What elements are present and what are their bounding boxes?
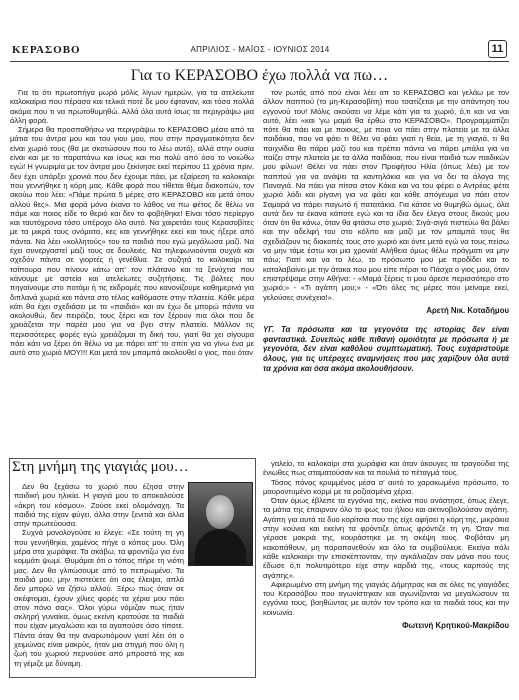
memorial-paragraph: Τόσος πόνος κρυμμένος μέσα σ' αυτό το χαρακωμένο πρόσωπο, το μαυροντυμένο κορμί με τα ροζιασμένα χέρια. bbox=[263, 477, 509, 496]
article-author: Αρετή Νικ. Κοταδήμου bbox=[426, 305, 509, 315]
magazine-logo: ΚΕΡΑΣΟΒΟ bbox=[12, 44, 81, 56]
article-postscript: ΥΓ. Τα πρόσωπα και τα γεγονότα της ιστορίας δεν είναι φανταστικά. Συνεπώς κάθε πιθανή ομοιότητα με πρόσωπα ή με γεγονότα, δεν είναι καθόλου συμπτωματική. Τους ευχαριστούμε όλους, για τις υπέροχες αναμνήσεις που μας χαρίζουν όλα αυτά τα χρόνια και όσα ακόμα ακολουθήσουν. bbox=[263, 325, 509, 373]
article-right-column bbox=[263, 88, 509, 373]
memorial-title: Στη μνήμη της γιαγιάς μου… bbox=[12, 459, 189, 475]
memorial-right-column bbox=[263, 459, 509, 630]
page-header bbox=[10, 40, 509, 62]
article-left-column bbox=[10, 88, 254, 358]
photo-face bbox=[206, 495, 234, 529]
photo-shoulders bbox=[195, 529, 246, 565]
article-paragraph: Για το ότι πρωτοπήγα μωρό μόλις λίγων ημερών, για τα ατελείωτα καλοκαίρια που πέρασα και τελικά ποτέ δε μου έφταναν, και τόσα πολλά ακόμα που τι να πρωτοθυμηθώ. Αλλά όλα αυτά ίσως τα περιγράψω μια άλλη φορά. bbox=[10, 88, 254, 125]
grandmother-photo bbox=[188, 482, 253, 566]
article-paragraph: Σήμερα θα προσπαθήσω να περιγράψω το ΚΕΡΑΣΟΒΟ μέσα από τα μάτια του άντρα μου και του γιου μου, που στην πραγματικότητα δεν είναι χωριό τους (θα με σκοτώσουν που το λέω αυτό), αλλά στην ουσία είναι και με το παραπάνω και ίσως και πιο πολύ από όσο το νοιώθω εγώ! Η γνωριμία με τον άντρα μου ξεκίνησε εκεί περίπου 11 χρόνια πριν, δεν έχει υπάρξει χρονιά που δεν έχουμε πάει, με εξαίρεση το καλοκαίρι που γεννήθηκε η κόρη μας. Κάθε φορά που τίθεται θέμα διακοπών, τον ακούω που λέει: «Πάμε πρώτα 5 μέρες στο ΚΕΡΑΣΟΒΟ και μετά όπου αλλού θες». Μια φορά μόνο έκανα το λάθος να πω φέτος δε θέλω να πάμε και ποιος είδε το θεριό και δεν το φοβήθηκε! Είναι τόσο περίεργο και ταυτόχρονα τόσο υπέροχο όλο αυτό. Να χαιρετάει τους Κερασοβίτες με τα μικρά τους ονόματα, κες και γεννήθηκε εκεί και τους ήξερε από πάντα. Να λέει «κολλητούς» του τα παιδιά που εγώ μεγάλωσα μαζί. Να έχει συνεργαστεί μαζί τους σε δουλειές. Να τηλεφωνιούνται συχνά και σχεδόν πάντα σε γιορτές ή γενέθλια. Σε συζητά το καλοκαίρι τα τσίπουρα που πίνουν κάτω απ' τον πλάτανο και τα ξενύχτια που κάνουμε με αστεία και ατελείωτες συζητήσεις. Τις βόλτες που πηγαίνουμε στο ποτάμι ή τις εκδρομές που κανονίζουμε καθημερινά για διπλανά χωριά και πάντα στο τέλος καθόμαστε στην πλατεία. Κάθε μέρα κάτι θα έχει σχεδιάσει με τα «παιδιά» και αν έχω δε μπορώ πάντα να ακολουθώ, δεν πειράζει, τους ξέρει και τον ξέρουν πια όλοι που δε χρειάζεται την παρέα μου για να βγει στην πλατεία. Μάλλον τις περισσότερες φορές εγώ χρειάζομαι τη δική του, γιατί θα χει σίγουρα πάει κάτι να ξέρει ότι θέλω να με πάρει απ' το σπίτι για να γίνω ένα με αυτό στο χωριό ΜΟΥ!!! Και μετά τον μπαμπά ακολουθεί ο γιος, που όταν bbox=[10, 125, 254, 358]
memorial-left-column bbox=[14, 482, 184, 668]
header-rule bbox=[10, 61, 509, 62]
memorial-paragraph: γαλείο, το καλοκαίρι στα χωράφια και όταν άκουγες τα τραγούδια της ένιωθες πως σταματούσαν και τα πουλιά το πέταγμά τους. bbox=[263, 459, 509, 478]
issue-date: ΑΠΡΙΛΙΟΣ - ΜΑΪΟΣ - ΙΟΥΝΙΟΣ 2014 bbox=[190, 45, 330, 54]
memorial-paragraph: Αφιερωμένο στη μνήμη της γιαγιάς Δήμητρας και σε όλες τις γιαγιάδες του Κερασόβου που αγωνίστηκαν και αγωνίζονται να μεγαλώσουν τα εγγόνια τους, βοηθώντας με αυτόν τον τρόπο και τα παιδιά τους και την κοινωνία. bbox=[263, 579, 509, 617]
memorial-paragraph: Όταν όμως έβλεπε τα εγγόνια της, εκείνα που ανάστησε, όπως έλεγε, τα μάτια της έπαιρναν όλο το φως του ήλιου και ακτινοβολούσαν αγάπη. Αγάπη για αυτά τα δυο κορίτσια που της είχε αφήσει η κόρη της, μικράκια στην κούνια και εκείνη τα φρόντιζε όπως φρόντιζε τη γη. Όταν πια γέρασε μακριά της, κουράστηκε με τη σκέψη τους. Φοβόταν μη κακοπάθουν, μη παραπονεθούν και όλο τα συμβούλευε. Εκείνα πάλι κάθε καλοκαίρι την επισκέπτονταν, την αγκάλιαζαν σαν μάνα που τους έδωσε ό,τι πολυτιμότερο είχε στην καρδιά της, «τους καρπούς της αγάπης». bbox=[263, 496, 509, 580]
memorial-paragraph: Συχνά μονολογούσε κι έλεγε: «Σε τούτη τη γη που γεννήθηκα, χαμένος πήγε ο κόπος μου. Όλη μέρα στα χωράφια. Τα σκάβω, τα φροντίζω για ένα κομμάτι ψωμί. Θυμάμαι ότι ο τόπος πήρε τη νιότη μας. Δεν θα γλιτώσουμε από το πεπρωμένο. Τα παιδιά μου, μην πιστεύετε ότι σας έλειψα, απλά δεν μπορώ να ζήσω αλλού. Ξέρω πως όταν σε σκέφτομαι, έχουν χίλιες φορές τα χέρια μου πάει στον πόνο σας». Όλοι γύρω νόμιζαν πως ήταν σκληρή γυναίκα, όμως εκείνη κρατούσε τα παιδιά που είχαν μεγαλώσει και τα αγαπούσε όσο τίποτε. Πάντα όταν θα την αναρωτιόμουν γιατί λέει ότι ο χειμώνας είναι μακρύς, ήταν μια στιγμή που όλη η ζωή του χωριού περνούσε από μπροστά της και τη γέμιζε με δύναμη. bbox=[14, 528, 184, 668]
article-title: Για το ΚΕΡΑΣΟΒΟ έχω πολλά να πω… bbox=[130, 67, 389, 84]
page-number: 11 bbox=[488, 40, 507, 58]
article-paragraph: τον ρωτάς από πού είναι λέει απ το ΚΕΡΑΣΟΒΟ και γελάω με τον άλλον παππού (το μη-Κερασοβίτη) που τσατίζεται με την απάντηση του εγγονού του! Μόλις ακούσει να λέμε κάτι για το χωριό, ό,τι και να ναι αυτό, λέει «και 'γω μαμά θα έρθω στο ΚΕΡΑΣΟΒΟ». Προγραμματίζει πότε θα πάει και με ποιους, με ποια να πάει στην πλατεία με τα άλλα παιδάκια, που να φάει τι θέλει να φάει γιατί η θεία, με τη γιαγιά, τι θα παιχνίδια θα πάρει μαζί του και πρέπει πάντα να πάρει μπάλα για να παίζει στην πλατεία με τα άλλα παιδάκια, που είναι παιδιά των παιδικών μου φίλων! Θέλει να πάει στον Προφήτου Ηλία (όπως λέει) με τον παππού για να ανάψει τα καντηλάκια και για να δει τα άλογα της Παναγιά. Να πάει για πίτσα στον Κάκα και να του φέρει ο Αντρέας φέτα χωριό λάδι και ρίγανη για να φάει και κάθε απόγευμα να πάει στον Σαμαρά να πάρει παγωτό ή πατατάκια. Για κάτσε να θυμηθώ όμως, όλα αυτά δεν τα έκανα κάποτε εγώ και τα ίδια δεν έλεγα στους δικούς μου όταν ότι θα κάνω, όταν θα φτάσω στο χωριό; Σιγά-σιγά πιστεύω θα βάλει και την αδελφή του στο κόλπο και μαζί με τον μπαμπά τους θα σχεδιάζουν τις διακοπές τους στο χωριό και όντε μετά εγώ να τους πείσω να μην τάμε έστω και μια χρονιά! Αλήθεια όμως θέλω πράγματι να μην πάω; Γιατί και να το λέω, το πρόσωπο μου με προδίδει και το καταλαβαίνει με την άτακα που μου είπε πέρσι το Πάσχα ο γιος μου, όταν επιστρέψαμε στην Αθήνα: - «Μαμά ξέρεις τι μου άρεσε περισσότερο στο χωριό;» - «Τι αγάπη μου;» - «Ότι όλες τις μέρες που μείναμε εκεί, γελούσες συνέχεια!». bbox=[263, 88, 509, 302]
memorial-paragraph: Δεν θα ξεχάσω το χωριό που έζησα στην παιδική μου ηλικία. Η γιαγιά μου το αποκαλούσε «άκρη του κόσμου». Ζούσε εκεί ολομόναχη. Τα παιδιά της είχαν φύγει, άλλα στην ξενιτιά και άλλα στην πρωτεύουσα. bbox=[14, 482, 184, 529]
memorial-author: Φωτεινή Κρητικού-Μακρίδου bbox=[402, 621, 509, 631]
